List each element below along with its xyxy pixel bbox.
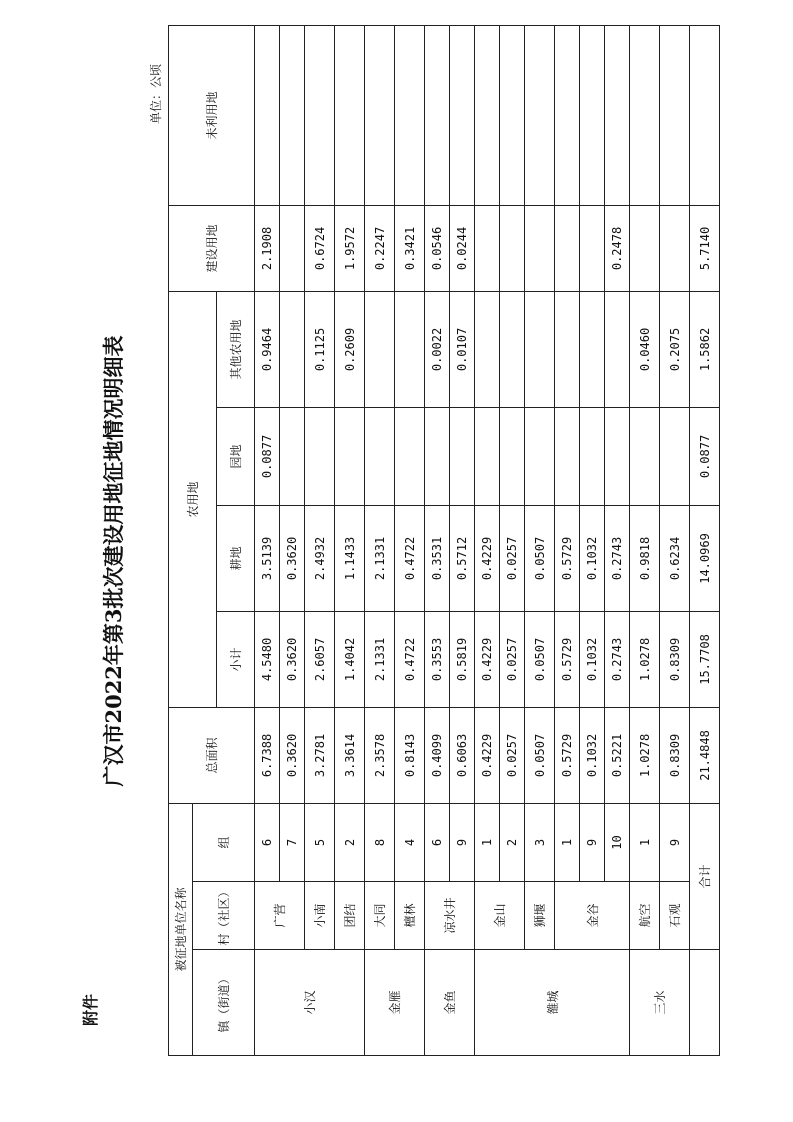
other-agri-cell <box>500 291 525 407</box>
construction-cell <box>500 205 525 291</box>
village-cell: 大同 <box>365 882 395 950</box>
cultivated-cell: 2.4932 <box>305 505 335 611</box>
garden-cell <box>305 407 335 505</box>
land-acquisition-table <box>168 25 720 1056</box>
garden-cell <box>450 407 475 505</box>
cultivated-cell: 0.1032 <box>580 505 605 611</box>
header-construction: 建设用地 <box>169 205 255 291</box>
total-cell: 0.1032 <box>580 707 605 803</box>
garden-cell <box>475 407 500 505</box>
group-cell: 7 <box>280 803 305 881</box>
header-total-area: 总面积 <box>169 707 255 803</box>
subtotal-cell: 1.4042 <box>335 611 365 707</box>
other-agri-cell <box>605 291 630 407</box>
garden-cell <box>500 407 525 505</box>
group-cell: 3 <box>525 803 555 881</box>
construction-cell: 0.0244 <box>450 205 475 291</box>
attachment-label: 附件 <box>81 993 100 1026</box>
total-cell: 0.6063 <box>450 707 475 803</box>
cultivated-cell: 0.2743 <box>605 505 630 611</box>
header-land-owner: 被征地单位名称 <box>169 803 193 1055</box>
subtotal-cell: 0.5729 <box>555 611 580 707</box>
total-cell: 0.8143 <box>395 707 425 803</box>
garden-cell <box>365 407 395 505</box>
header-other-agri: 其他农用地 <box>217 291 255 407</box>
group-cell: 2 <box>500 803 525 881</box>
subtotal-cell: 1.0278 <box>630 611 660 707</box>
group-cell: 1 <box>475 803 500 881</box>
construction-cell <box>280 205 305 291</box>
unused-cell <box>450 25 475 205</box>
header-group: 组 <box>193 803 255 881</box>
unused-cell <box>500 25 525 205</box>
total-cell: 3.3614 <box>335 707 365 803</box>
garden-cell <box>605 407 630 505</box>
cultivated-cell: 2.1331 <box>365 505 395 611</box>
unused-cell <box>555 25 580 205</box>
town-cell: 小汉 <box>255 950 365 1056</box>
subtotal-cell: 0.5819 <box>450 611 475 707</box>
subtotal-cell: 0.4229 <box>475 611 500 707</box>
total-row <box>690 25 720 1055</box>
construction-cell <box>525 205 555 291</box>
group-cell: 1 <box>555 803 580 881</box>
village-cell: 凉水井 <box>425 882 475 950</box>
construction-cell: 0.2478 <box>605 205 630 291</box>
construction-cell: 0.6724 <box>305 205 335 291</box>
construction-cell: 5.7140 <box>690 205 720 291</box>
total-cell: 3.2781 <box>305 707 335 803</box>
total-cell: 2.3578 <box>365 707 395 803</box>
other-agri-cell <box>580 291 605 407</box>
village-cell: 航空 <box>630 882 660 950</box>
unused-cell <box>690 25 720 205</box>
table-row <box>630 25 660 1055</box>
subtotal-cell: 15.7708 <box>690 611 720 707</box>
garden-cell <box>660 407 690 505</box>
other-agri-cell: 0.0460 <box>630 291 660 407</box>
unit-label: 单位：公顷 <box>149 64 163 125</box>
other-agri-cell: 0.2075 <box>660 291 690 407</box>
table-row <box>525 25 555 1055</box>
construction-cell: 0.2247 <box>365 205 395 291</box>
other-agri-cell <box>525 291 555 407</box>
subtotal-cell: 0.2743 <box>605 611 630 707</box>
header-subtotal: 小计 <box>217 611 255 707</box>
garden-cell <box>630 407 660 505</box>
garden-cell <box>280 407 305 505</box>
table-row <box>660 25 690 1055</box>
construction-cell: 1.9572 <box>335 205 365 291</box>
cultivated-cell: 0.3531 <box>425 505 450 611</box>
cultivated-cell: 0.3620 <box>280 505 305 611</box>
construction-cell: 0.3421 <box>395 205 425 291</box>
cultivated-cell: 0.5712 <box>450 505 475 611</box>
group-cell: 1 <box>630 803 660 881</box>
subtotal-cell: 2.1331 <box>365 611 395 707</box>
total-cell: 0.5221 <box>605 707 630 803</box>
subtotal-cell: 4.5480 <box>255 611 280 707</box>
construction-cell <box>630 205 660 291</box>
total-cell: 0.0257 <box>500 707 525 803</box>
group-cell: 6 <box>425 803 450 881</box>
subtotal-cell: 2.6057 <box>305 611 335 707</box>
unused-cell <box>525 25 555 205</box>
other-agri-cell: 0.0107 <box>450 291 475 407</box>
cultivated-cell: 0.0507 <box>525 505 555 611</box>
village-cell: 团结 <box>335 882 365 950</box>
unused-cell <box>475 25 500 205</box>
group-cell: 9 <box>450 803 475 881</box>
garden-cell <box>395 407 425 505</box>
header-town: 镇（街道） <box>193 950 255 1056</box>
unused-cell <box>280 25 305 205</box>
page-title: 广汉市2022年第3批次建设用地征地情况明细表 <box>101 335 126 787</box>
table-row <box>395 25 425 1055</box>
construction-cell: 2.1908 <box>255 205 280 291</box>
unused-cell <box>630 25 660 205</box>
group-cell: 6 <box>255 803 280 881</box>
cultivated-cell: 14.0969 <box>690 505 720 611</box>
village-cell: 石观 <box>660 882 690 950</box>
header-agri: 农用地 <box>169 291 217 707</box>
cultivated-cell: 0.9818 <box>630 505 660 611</box>
village-cell: 狮堰 <box>525 882 555 950</box>
total-cell: 0.8309 <box>660 707 690 803</box>
group-cell: 2 <box>335 803 365 881</box>
subtotal-cell: 0.3620 <box>280 611 305 707</box>
unused-cell <box>255 25 280 205</box>
unused-cell <box>395 25 425 205</box>
garden-cell <box>335 407 365 505</box>
group-cell: 9 <box>660 803 690 881</box>
garden-cell <box>580 407 605 505</box>
other-agri-cell <box>475 291 500 407</box>
unused-cell <box>335 25 365 205</box>
cultivated-cell: 0.6234 <box>660 505 690 611</box>
table-row <box>475 25 500 1055</box>
header-village: 村（社区） <box>193 882 255 950</box>
construction-cell <box>660 205 690 291</box>
construction-cell: 0.0546 <box>425 205 450 291</box>
table-row <box>365 25 395 1055</box>
unused-cell <box>660 25 690 205</box>
unused-cell <box>580 25 605 205</box>
garden-cell: 0.0877 <box>255 407 280 505</box>
cultivated-cell: 3.5139 <box>255 505 280 611</box>
other-agri-cell: 1.5862 <box>690 291 720 407</box>
village-cell: 广营 <box>255 882 305 950</box>
cultivated-cell: 0.5729 <box>555 505 580 611</box>
total-cell: 0.0507 <box>525 707 555 803</box>
town-cell: 三水 <box>630 950 690 1056</box>
group-cell: 10 <box>605 803 630 881</box>
village-cell: 小南 <box>305 882 335 950</box>
header-cultivated: 耕地 <box>217 505 255 611</box>
total-cell: 6.7388 <box>255 707 280 803</box>
subtotal-cell: 0.1032 <box>580 611 605 707</box>
cultivated-cell: 0.0257 <box>500 505 525 611</box>
total-cell: 0.3620 <box>280 707 305 803</box>
cultivated-cell: 0.4722 <box>395 505 425 611</box>
garden-cell <box>555 407 580 505</box>
unused-cell <box>305 25 335 205</box>
total-cell: 1.0278 <box>630 707 660 803</box>
header-unused: 未利用地 <box>169 25 255 205</box>
other-agri-cell <box>555 291 580 407</box>
group-cell: 9 <box>580 803 605 881</box>
other-agri-cell <box>280 291 305 407</box>
group-cell: 5 <box>305 803 335 881</box>
cultivated-cell: 0.4229 <box>475 505 500 611</box>
construction-cell <box>580 205 605 291</box>
village-cell: 金谷 <box>555 882 630 950</box>
subtotal-cell: 0.0257 <box>500 611 525 707</box>
other-agri-cell <box>365 291 395 407</box>
garden-cell: 0.0877 <box>690 407 720 505</box>
header-garden: 园地 <box>217 407 255 505</box>
table-row <box>335 25 365 1055</box>
unused-cell <box>425 25 450 205</box>
unused-cell <box>365 25 395 205</box>
table-row <box>305 25 335 1055</box>
total-cell: 0.4229 <box>475 707 500 803</box>
total-label: 合计 <box>690 803 720 949</box>
subtotal-cell: 0.4722 <box>395 611 425 707</box>
other-agri-cell: 0.2609 <box>335 291 365 407</box>
other-agri-cell: 0.0022 <box>425 291 450 407</box>
construction-cell <box>475 205 500 291</box>
town-cell: 金鱼 <box>425 950 475 1056</box>
construction-cell <box>555 205 580 291</box>
cultivated-cell: 1.1433 <box>335 505 365 611</box>
garden-cell <box>525 407 555 505</box>
group-cell: 4 <box>395 803 425 881</box>
garden-cell <box>425 407 450 505</box>
subtotal-cell: 0.8309 <box>660 611 690 707</box>
group-cell: 8 <box>365 803 395 881</box>
town-cell: 金雁 <box>365 950 425 1056</box>
unused-cell <box>605 25 630 205</box>
subtotal-cell: 0.3553 <box>425 611 450 707</box>
total-cell: 0.5729 <box>555 707 580 803</box>
village-cell: 金山 <box>475 882 525 950</box>
table-row <box>555 25 580 1055</box>
town-cell: 雒城 <box>475 950 630 1056</box>
village-cell: 檀林 <box>395 882 425 950</box>
other-agri-cell: 0.1125 <box>305 291 335 407</box>
table-row <box>425 25 450 1055</box>
table-row <box>255 25 280 1055</box>
total-row-empty <box>690 950 720 1056</box>
other-agri-cell <box>395 291 425 407</box>
total-cell: 0.4099 <box>425 707 450 803</box>
other-agri-cell: 0.9464 <box>255 291 280 407</box>
total-cell: 21.4848 <box>690 707 720 803</box>
subtotal-cell: 0.0507 <box>525 611 555 707</box>
